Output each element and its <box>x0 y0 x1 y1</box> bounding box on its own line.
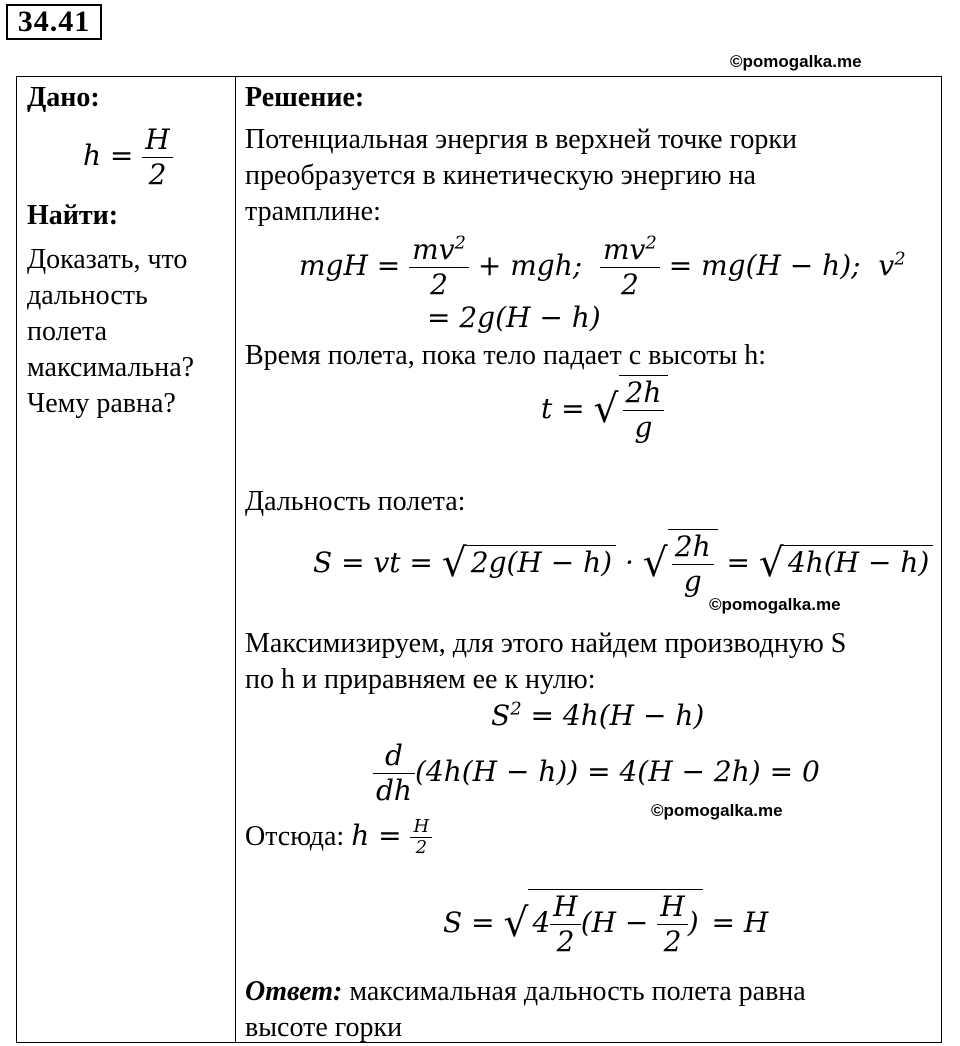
hence-label: Отсюда: <box>245 821 345 852</box>
energy-equation: mgH = $\frac{mv^2}{2}$ + mgh; $\frac{mv^2}{2}$ = mg(H − h); $v^2$ <box>299 232 906 301</box>
find-line: максимальна? <box>27 352 195 383</box>
watermark: ©pomogalka.me <box>730 52 862 71</box>
given-formula: h = $\frac{H}{2}$ <box>83 123 173 192</box>
find-line: Доказать, что <box>27 244 188 275</box>
square-equation: $S^2 = 4h(H - h)$ <box>491 698 705 732</box>
answer-label: Ответ: <box>245 976 343 1007</box>
solution-title: Решение: <box>245 82 365 113</box>
hence-line <box>245 817 432 858</box>
derivative-equation: $\frac{d}{dh}$ (4h(H − h)) = 4(H − 2h) = 0 <box>373 739 820 808</box>
range-equation: S = vt = √ 2g(H − h) · √ $\frac{2h}{g}$ = √ 4h(H − h) <box>313 529 933 599</box>
maximize-line: Максимизируем, для этого найдем производную S <box>245 628 847 659</box>
answer-text: максимальная дальность полета равна <box>349 976 806 1007</box>
find-line: полета <box>27 316 108 347</box>
hence-equation: h = $\frac{H}{2}$ <box>351 819 432 852</box>
column-divider <box>235 77 236 1042</box>
intro-line: Потенциальная энергия в верхней точке горки <box>245 124 797 155</box>
watermark: ©pomogalka.me <box>651 801 783 820</box>
energy-equation-cont: = 2g(H − h) <box>427 301 601 334</box>
answer-line <box>245 975 806 1009</box>
answer-text: высоте горки <box>245 1012 403 1043</box>
find-line: Чему равна? <box>27 388 176 419</box>
final-equation: S = √ 4 $\frac{H}{2}$ (H − $\frac{H}{2}$ ) = H <box>443 890 769 958</box>
time-text: Время полета, пока тело падает с высоты h: <box>245 340 767 371</box>
time-equation: t = √ $\frac{2h}{g}$ <box>541 375 668 445</box>
find-title: Найти: <box>27 200 119 231</box>
intro-line: преобразуется в кинетическую энергию на <box>245 160 756 191</box>
problem-number: 34.41 <box>6 4 102 40</box>
given-title: Дано: <box>27 82 100 113</box>
solution-table <box>16 76 942 1043</box>
maximize-line: по h и приравняем ее к нулю: <box>245 664 596 695</box>
find-line: дальность <box>27 280 148 311</box>
intro-line: трамплине: <box>245 196 381 227</box>
range-text: Дальность полета: <box>245 486 466 517</box>
watermark: ©pomogalka.me <box>709 595 841 614</box>
